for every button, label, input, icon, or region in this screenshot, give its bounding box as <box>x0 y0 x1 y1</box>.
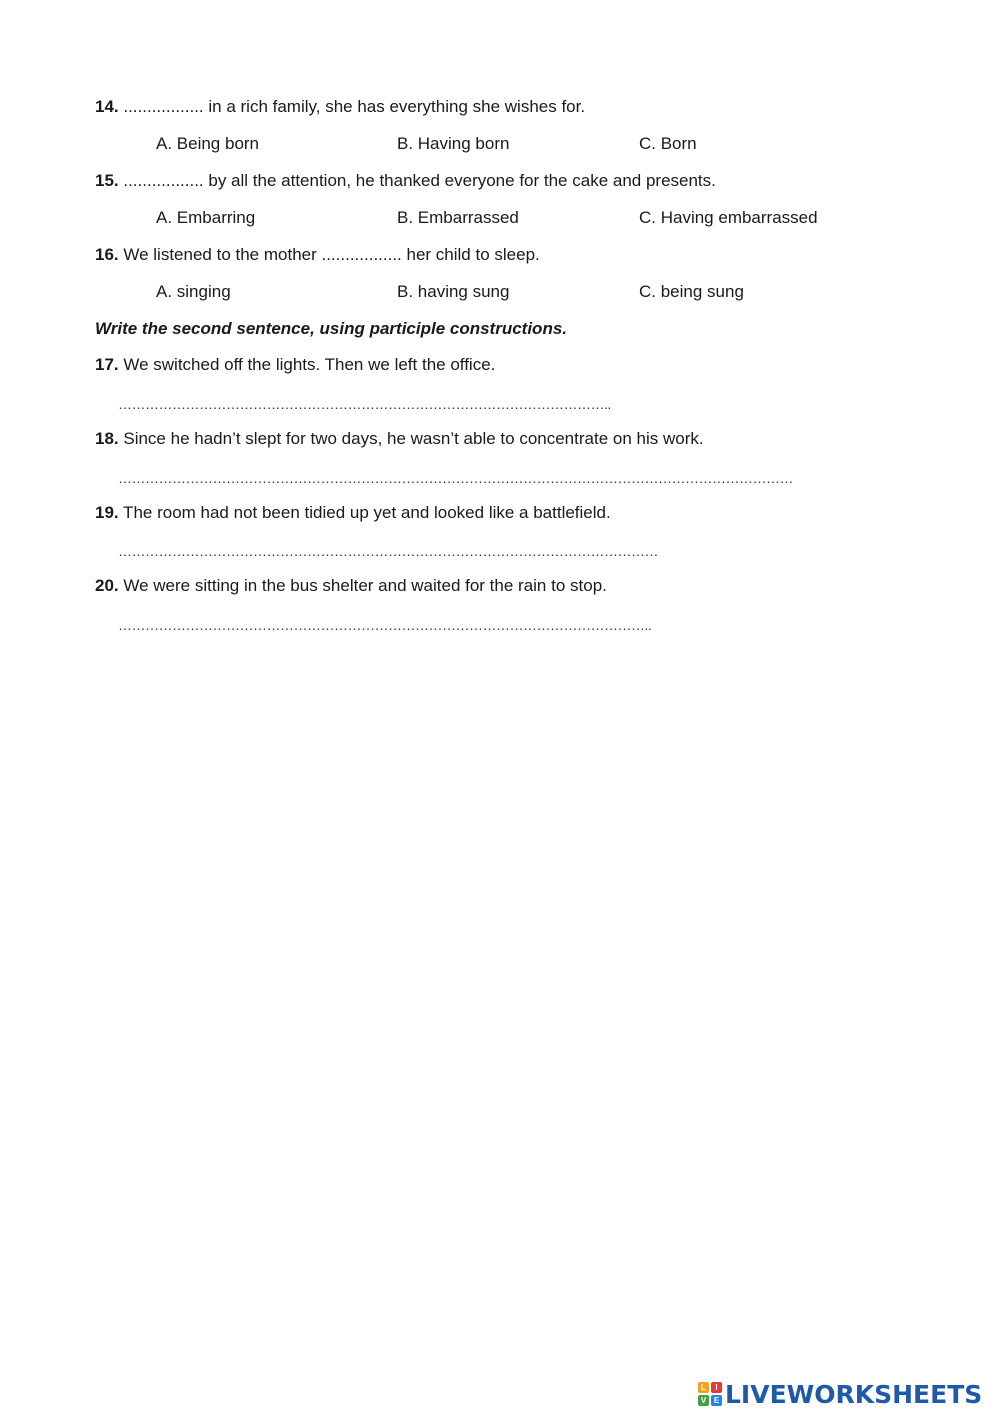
liveworksheets-logo <box>698 1378 982 1410</box>
answer-line[interactable]: ……………………………………………………………………………………………….. <box>118 396 611 412</box>
option-a[interactable]: A. singing <box>156 282 231 301</box>
logo-square: L <box>698 1382 709 1393</box>
question-number: 17. <box>95 355 119 374</box>
question-text: ................. by all the attention, he thanked everyone for the cake and presents. <box>118 171 716 190</box>
option-b[interactable]: B. Embarrassed <box>397 208 519 227</box>
option-b[interactable]: B. having sung <box>397 282 510 301</box>
answer-line[interactable]: ………………………………………………………………………………………………………… <box>118 543 658 559</box>
option-b[interactable]: B. Having born <box>397 134 510 153</box>
section-instruction: Write the second sentence, using participle constructions. <box>95 319 568 338</box>
question-number: 20. <box>95 576 119 595</box>
question-text: We listened to the mother ................. her child to sleep. <box>118 245 540 264</box>
question-number: 19. <box>95 503 119 522</box>
option-c[interactable]: C. Having embarrassed <box>639 208 818 227</box>
question-14 <box>95 96 585 118</box>
answer-line[interactable]: …………………………………………………………………………………………………………………………………… <box>118 470 793 486</box>
question-16 <box>95 244 540 266</box>
question-18 <box>95 428 704 450</box>
logo-square: E <box>711 1395 722 1406</box>
option-a[interactable]: A. Embarring <box>156 208 256 227</box>
question-15 <box>95 170 716 192</box>
question-number: 16. <box>95 245 119 264</box>
question-number: 14. <box>95 97 119 116</box>
question-17 <box>95 354 495 376</box>
option-c[interactable]: C. Born <box>639 134 697 153</box>
question-number: 18. <box>95 429 119 448</box>
answer-line[interactable]: ……………………………………………………………………………………………………….. <box>118 617 652 633</box>
option-c[interactable]: C. being sung <box>639 282 744 301</box>
question-19 <box>95 502 611 524</box>
logo-square: I <box>711 1382 722 1393</box>
question-20 <box>95 575 607 597</box>
question-text: We switched off the lights. Then we left the office. <box>118 355 496 374</box>
question-text: ................. in a rich family, she has everything she wishes for. <box>118 97 586 116</box>
logo-square: V <box>698 1395 709 1406</box>
logo-text: LIVEWORKSHEETS <box>725 1379 983 1409</box>
question-text: The room had not been tidied up yet and looked like a battlefield. <box>118 503 611 522</box>
question-text: We were sitting in the bus shelter and waited for the rain to stop. <box>118 576 607 595</box>
option-a[interactable]: A. Being born <box>156 134 260 153</box>
logo-mark-icon <box>698 1382 722 1406</box>
question-text: Since he hadn’t slept for two days, he wasn’t able to concentrate on his work. <box>118 429 704 448</box>
question-number: 15. <box>95 171 119 190</box>
